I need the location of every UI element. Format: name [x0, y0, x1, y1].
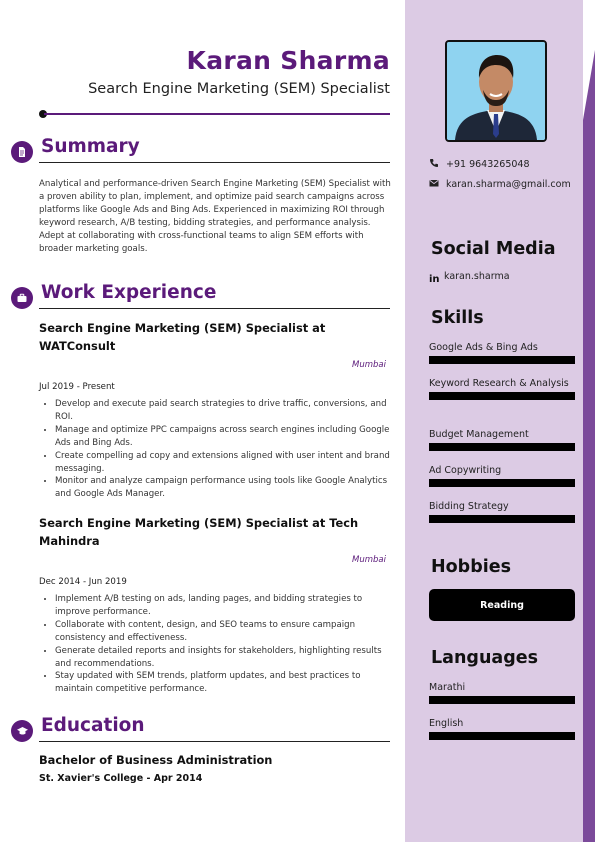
language-label: Marathi	[429, 682, 466, 693]
education-degree: Bachelor of Business Administration	[39, 753, 273, 767]
candidate-role: Search Engine Marketing (SEM) Specialist	[88, 81, 390, 97]
language-bar	[429, 696, 575, 704]
job-title: Search Engine Marketing (SEM) Specialist at WATConsult	[39, 321, 326, 353]
skill-bar	[429, 479, 575, 487]
job-location: Mumbai	[352, 555, 386, 565]
education-heading: Education	[41, 715, 145, 736]
skill-bar	[429, 356, 575, 364]
skill-label: Keyword Research & Analysis	[429, 378, 569, 389]
phone-icon	[429, 158, 439, 168]
summary-divider	[39, 162, 390, 163]
profile-photo	[445, 40, 547, 142]
skill-label: Ad Copywriting	[429, 465, 502, 476]
job-bullets	[39, 593, 391, 696]
hobby-badge: Reading	[429, 589, 575, 621]
linkedin-handle: karan.sharma	[444, 271, 510, 282]
list-item: • Implement A/B testing on ads, landing pages, and bidding strategies to improve performance.	[55, 593, 391, 619]
list-item: • Collaborate with content, design, and SEO teams to ensure campaign consistency and effectiveness.	[55, 619, 391, 645]
list-item: • Generate detailed reports and insights for stakeholders, highlighting results and recommendations.	[55, 645, 391, 671]
skill-label: Bidding Strategy	[429, 501, 509, 512]
envelope-icon	[429, 178, 439, 188]
linkedin-icon: in	[429, 274, 440, 285]
education-divider	[39, 741, 390, 742]
skill-item	[429, 464, 575, 487]
job-bullets	[39, 398, 391, 501]
skill-item	[429, 377, 575, 400]
language-bar	[429, 732, 575, 740]
hobbies-heading: Hobbies	[431, 557, 512, 577]
job-title: Search Engine Marketing (SEM) Specialist at Tech Mahindra	[39, 516, 359, 548]
social-heading: Social Media	[431, 239, 556, 259]
skill-bar	[429, 443, 575, 451]
skill-item	[429, 500, 575, 523]
phone-number: +91 9643265048	[446, 159, 530, 170]
accent-stripe	[583, 0, 595, 842]
header-divider	[44, 113, 390, 115]
job-dates: Jul 2019 - Present	[39, 382, 115, 392]
summary-icon	[11, 141, 33, 163]
skill-item	[429, 341, 575, 364]
skill-bar	[429, 392, 575, 400]
list-item: • Manage and optimize PPC campaigns across search engines including Google Ads and Bing Ads.	[55, 424, 391, 450]
email-address[interactable]: karan.sharma@gmail.com	[446, 179, 571, 190]
skill-item	[429, 428, 575, 451]
skill-label: Google Ads & Bing Ads	[429, 342, 538, 353]
graduation-cap-icon	[11, 720, 33, 742]
skill-bar	[429, 515, 575, 523]
job-location: Mumbai	[352, 360, 386, 370]
briefcase-icon	[11, 287, 33, 309]
list-item: • Monitor and analyze campaign performance using tools like Google Analytics and Google Ads Manager.	[55, 475, 391, 501]
experience-heading: Work Experience	[41, 282, 217, 303]
summary-heading: Summary	[41, 136, 140, 157]
list-item: • Develop and execute paid search strategies to drive traffic, conversions, and ROI.	[55, 398, 391, 424]
education-school: St. Xavier's College - Apr 2014	[39, 773, 203, 784]
experience-divider	[39, 308, 390, 309]
language-label: English	[429, 718, 464, 729]
skill-label: Budget Management	[429, 429, 529, 440]
list-item: • Stay updated with SEM trends, platform updates, and best practices to maintain competitive performance.	[55, 670, 391, 696]
language-item	[429, 681, 575, 704]
list-item: • Create compelling ad copy and extensions aligned with user intent and brand messaging.	[55, 450, 391, 476]
candidate-name: Karan Sharma	[186, 46, 390, 75]
skills-heading: Skills	[431, 308, 484, 328]
summary-text: Analytical and performance-driven Search Engine Marketing (SEM) Specialist with a proven ability to plan, implement, and optimize paid search campaigns across platforms like Google Ads and Bing Ads. Experienced in maximizing ROI through keyword research, A/B testing, bidding strategies, and performance analysis. Adept at collaborating with cross-functional teams to align SEM efforts with broader marketing goals.	[39, 179, 391, 254]
language-item	[429, 717, 575, 740]
job-dates: Dec 2014 - Jun 2019	[39, 577, 127, 587]
languages-heading: Languages	[431, 648, 539, 668]
